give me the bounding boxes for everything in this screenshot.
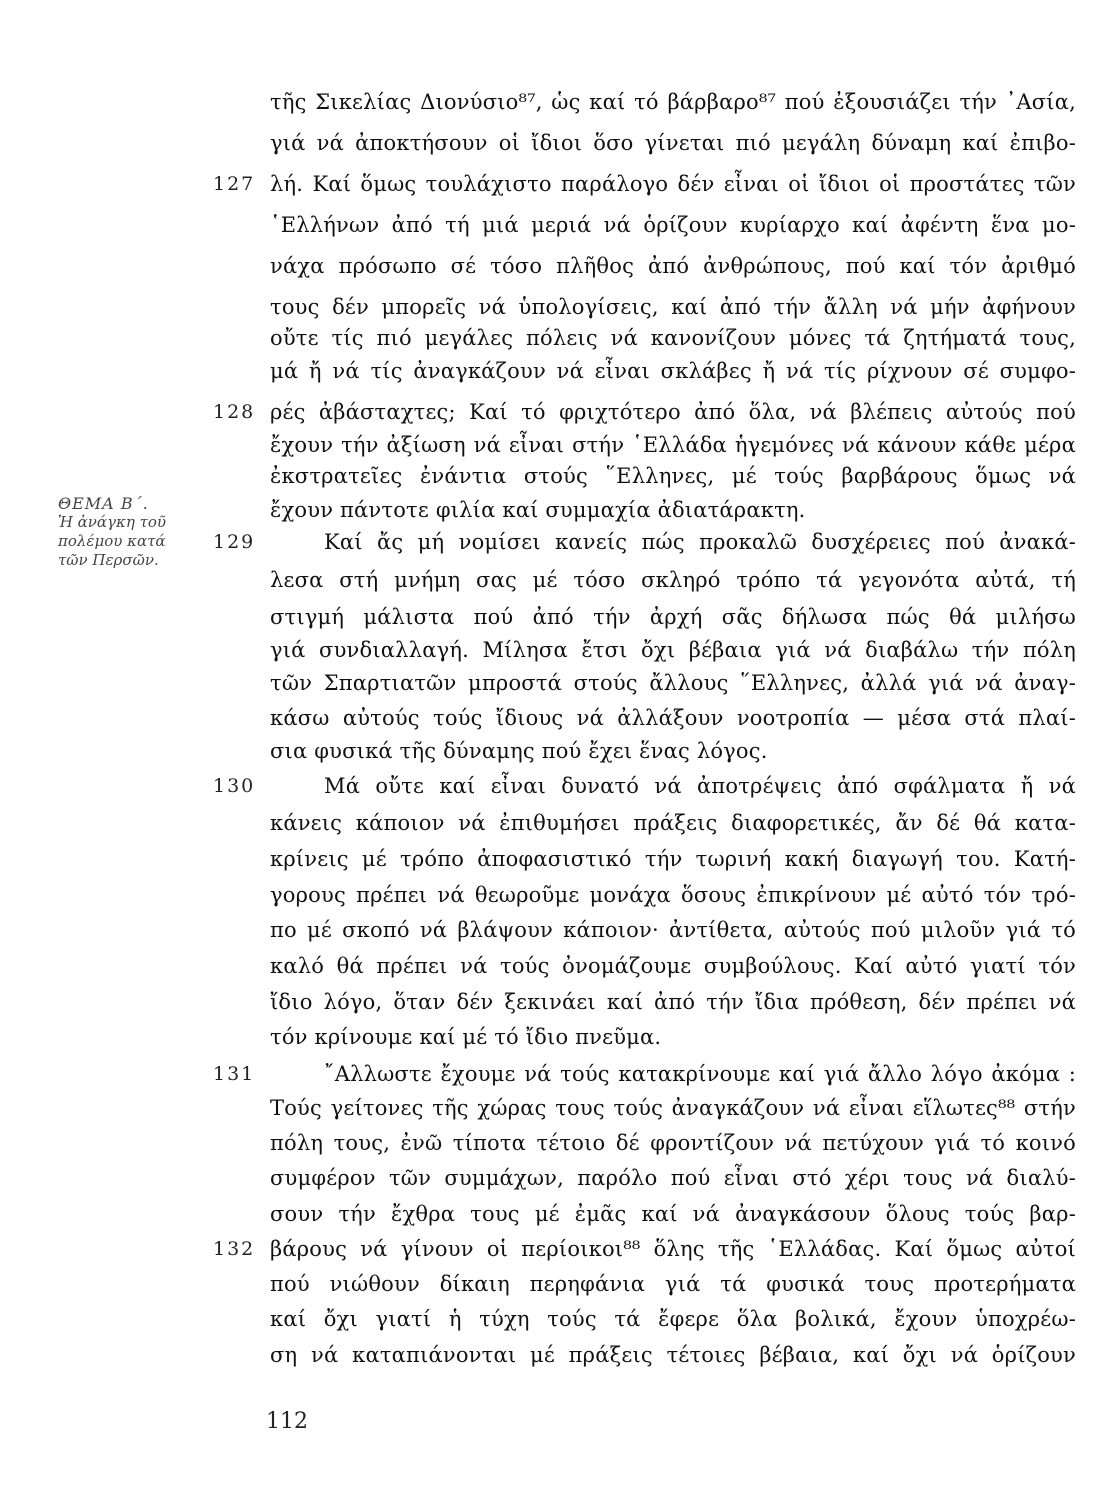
text-line: τῶν Σπαρτιατῶν μπροστά στούς ἄλλους ῞Ελληνες, ἀλλά γιά νά ἀναγ- — [270, 671, 1076, 695]
margin-note-line: Ἡ ἀνάγκη τοῦ — [58, 513, 167, 531]
text-line: βάρους νά γίνουν οἱ περίοικοι⁸⁸ ὅλης τῆς ῾Ελλάδας. Καί ὅμως αὐτοί — [270, 1237, 1076, 1261]
text-line: ῾Ελλήνων ἀπό τή μιά μεριά νά ὁρίζουν κυρίαρχο καί ἀφέντη ἕνα μο- — [270, 213, 1076, 237]
text-line: σια φυσικά τῆς δύναμης πού ἔχει ἕνας λόγος. — [270, 739, 768, 763]
text-line: ση νά καταπιάνονται μέ πράξεις τέτοιες βέβαια, καί ὄχι νά ὁρίζουν — [270, 1343, 1076, 1367]
text-line: συμφέρον τῶν συμμάχων, παρόλο πού εἶναι στό χέρι τους νά διαλύ- — [270, 1166, 1076, 1190]
text-line: νάχα πρόσωπο σέ τόσο πλῆθος ἀπό ἀνθρώπους, πού καί τόν ἀριθμό — [270, 254, 1076, 278]
text-line: πού νιώθουν δίκαιη περηφάνια γιά τά φυσικά τους προτερήματα — [270, 1272, 1076, 1296]
text-line: κρίνεις μέ τρόπο ἀποφασιστικό τήν τωρινή κακή διαγωγή του. Κατή- — [270, 847, 1076, 871]
text-line: κάσω αὐτούς τούς ἴδιους νά ἀλλάξουν νοοτροπία — μέσα στά πλαί- — [270, 706, 1076, 730]
text-line: τῆς Σικελίας Διονύσιο⁸⁷, ὡς καί τό βάρβαρο⁸⁷ πού ἐξουσιάζει τήν ᾿Ασία, — [270, 90, 1076, 114]
text-line: οὔτε τίς πιό μεγάλες πόλεις νά κανονίζουν μόνες τά ζητήματά τους, — [270, 326, 1076, 350]
text-line: γιά συνδιαλλαγή. Μίλησα ἔτσι ὄχι βέβαια γιά νά διαβάλω τήν πόλη — [270, 638, 1076, 662]
section-number: 127 — [213, 173, 256, 195]
text-line: κάνεις κάποιον νά ἐπιθυμήσει πράξεις διαφορετικές, ἄν δέ θά κατα- — [270, 811, 1076, 835]
text-line: ἔχουν τήν ἀξίωση νά εἶναι στήν ῾Ελλάδα ἡγεμόνες νά κάνουν κάθε μέρα — [270, 433, 1076, 457]
text-line: ἐκστρατεῖες ἐνάντια στούς ῞Ελληνες, μέ τούς βαρβάρους ὅμως νά — [270, 464, 1076, 488]
section-number: 129 — [213, 531, 256, 553]
section-number: 132 — [213, 1238, 256, 1260]
text-line: τόν κρίνουμε καί μέ τό ἴδιο πνεῦμα. — [270, 1025, 662, 1049]
text-line: στιγμή μάλιστα πού ἀπό τήν ἀρχή σᾶς δήλωσα πώς θά μιλήσω — [270, 605, 1076, 629]
text-line: ρές ἀβάσταχτες; Καί τό φριχτότερο ἀπό ὅλα, νά βλέπεις αὐτούς πού — [270, 400, 1076, 424]
text-line: Μά οὔτε καί εἶναι δυνατό νά ἀποτρέψεις ἀπό σφάλματα ἤ νά — [324, 774, 1076, 798]
text-line: ῎Αλλωστε ἔχουμε νά τούς κατακρίνουμε καί γιά ἄλλο λόγο ἀκόμα : — [324, 1062, 1076, 1086]
text-line: Καί ἄς μή νομίσει κανείς πώς προκαλῶ δυσχέρειες πού ἀνακά- — [324, 530, 1076, 554]
text-line: σουν τήν ἔχθρα τους μέ ἐμᾶς καί νά ἀναγκάσουν ὅλους τούς βαρ- — [270, 1202, 1076, 1226]
margin-note-line: πολέμου κατά — [58, 532, 166, 550]
text-line: γιά νά ἀποκτήσουν οἱ ἴδιοι ὅσο γίνεται πιό μεγάλη δύναμη καί ἐπιβο- — [270, 131, 1076, 155]
text-line: ἔχουν πάντοτε φιλία καί συμμαχία ἀδιατάρακτη. — [270, 498, 806, 522]
text-line: πόλη τους, ἐνῶ τίποτα τέτοιο δέ φροντίζουν νά πετύχουν γιά τό κοινό — [270, 1131, 1076, 1155]
section-number: 128 — [213, 401, 256, 423]
margin-note-heading: ΘΕΜΑ Β΄. — [58, 494, 149, 513]
text-line: Τούς γείτονες τῆς χώρας τους τούς ἀναγκάζουν νά εἶναι εἵλωτες⁸⁸ στήν — [270, 1096, 1076, 1120]
text-line: ἴδιο λόγο, ὅταν δέν ξεκινάει καί ἀπό τήν ἴδια πρόθεση, δέν πρέπει νά — [270, 990, 1076, 1014]
text-line: τους δέν μπορεῖς νά ὑπολογίσεις, καί ἀπό τήν ἄλλη νά μήν ἀφήνουν — [270, 295, 1076, 319]
section-number: 130 — [213, 775, 256, 797]
text-line: μά ἤ νά τίς ἀναγκάζουν νά εἶναι σκλάβες ἤ νά τίς ρίχνουν σέ συμφο- — [270, 359, 1076, 383]
text-line: καλό θά πρέπει νά τούς ὀνομάζουμε συμβούλους. Καί αὐτό γιατί τόν — [270, 954, 1076, 978]
text-line: πο μέ σκοπό νά βλάψουν κάποιον· ἀντίθετα, αὐτούς πού μιλοῦν γιά τό — [270, 918, 1076, 942]
section-number: 131 — [213, 1063, 256, 1085]
text-line: γορους πρέπει νά θεωροῦμε μονάχα ὅσους ἐπικρίνουν μέ αὐτό τόν τρό- — [270, 883, 1076, 907]
page-number: 112 — [266, 1409, 308, 1434]
text-line: λή. Καί ὅμως τουλάχιστο παράλογο δέν εἶναι οἱ ἴδιοι οἱ προστάτες τῶν — [270, 172, 1076, 196]
margin-note-line: τῶν Περσῶν. — [58, 551, 159, 569]
text-line: καί ὄχι γιατί ἡ τύχη τούς τά ἔφερε ὅλα βολικά, ἔχουν ὑποχρέω- — [270, 1307, 1076, 1331]
text-line: λεσα στή μνήμη σας μέ τόσο σκληρό τρόπο τά γεγονότα αὐτά, τή — [270, 568, 1076, 592]
margin-note — [58, 494, 208, 570]
